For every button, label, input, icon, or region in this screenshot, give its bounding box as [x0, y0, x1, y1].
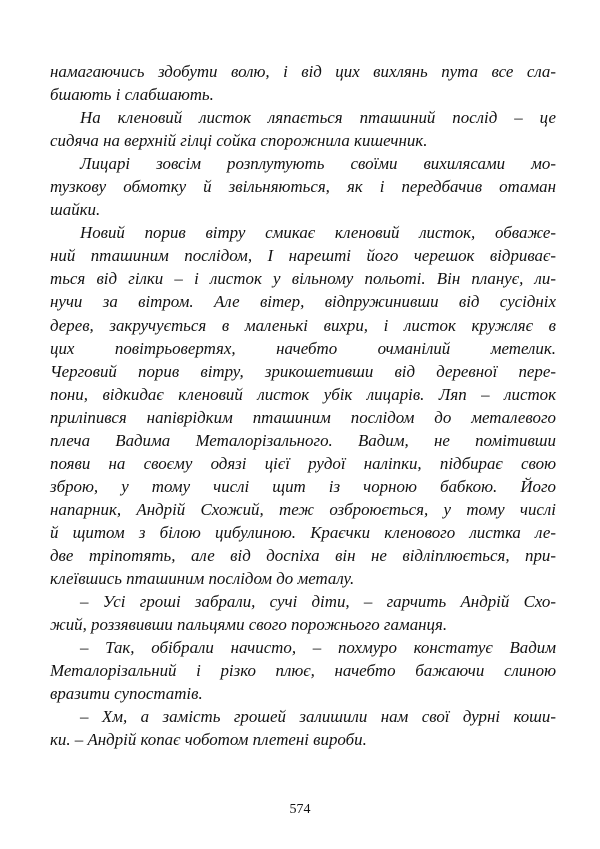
text-line: ться від гілки – і листок у вільному польоті. Він планує, ли-: [50, 269, 556, 289]
text-line: сидяча на верхній гілці сойка спорожнила кишечник.: [50, 131, 428, 151]
text-line: жий, роззявивши пальцями свого порожнього гаманця.: [50, 615, 448, 635]
paragraph: [50, 705, 556, 751]
text-line: й щитом з білою цибулиною. Краєчки кленового листка ле-: [50, 522, 556, 542]
text-line: шайки.: [50, 200, 101, 220]
text-line: бшають і слабшають.: [50, 85, 214, 105]
text-line: – Хм, а замість грошей залишили нам свої дурні коши-: [80, 707, 556, 727]
paragraph: [50, 60, 556, 106]
text-line: пони, відкидає кленовий листок убік лицарів. Ляп – листок: [50, 384, 556, 404]
text-line: Новий порив вітру смикає кленовий листок, обваже-: [80, 223, 556, 243]
text-line: Черговий порив вітру, зрикошетивши від деревної пере-: [50, 361, 556, 381]
paragraph: [50, 590, 556, 636]
text-line: вразити супостатів.: [50, 684, 203, 704]
text-line: цих повітрьовертях, начебто очманілий метелик.: [50, 338, 556, 358]
text-line: две тріпотять, але від доспіха він не відліплюється, при-: [50, 545, 556, 565]
text-line: намагаючись здобути волю, і від цих вихлянь пута все сла-: [50, 62, 556, 81]
text-line: напарник, Андрій Схожий, теж озброюється, у тому числі: [50, 499, 556, 519]
text-line: ки. – Андрій копає чоботом плетені вироби.: [50, 730, 367, 750]
text-line: Лицарі зовсім розплутують своїми вихилясами мо-: [80, 154, 556, 174]
text-line: приліпився напіврідким пташиним послідом до металевого: [50, 407, 556, 427]
body-text: [50, 60, 556, 751]
text-line: клеївшись пташиним послідом до металу.: [50, 569, 355, 589]
text-line: нучи за вітром. Але вітер, відпружинивши від сусідніх: [50, 292, 556, 312]
paragraph: [50, 152, 556, 221]
text-line: тузкову обмотку й звільняються, як і передбачив отаман: [50, 177, 556, 197]
paragraph: [50, 221, 556, 590]
text-line: дерев, закручується в маленькі вихри, і листок кружляє в: [50, 315, 556, 335]
text-line: плеча Вадима Металорізального. Вадим, не помітивши: [50, 430, 556, 450]
text-line: На кленовий листок ляпається пташиний послід – це: [80, 108, 556, 128]
text-line: – Усі гроші забрали, сучі діти, – гарчить Андрій Схо-: [80, 592, 556, 612]
text-line: появи на своєму одязі цієї рудої наліпки, підбирає свою: [50, 453, 556, 473]
paragraph: [50, 106, 556, 152]
text-line: Металорізальний і різко плює, начебто бажаючи слиною: [50, 661, 556, 681]
text-line: – Так, обібрали начисто, – похмуро констатує Вадим: [80, 638, 556, 658]
text-line: зброю, у тому числі щит із чорною бабкою. Його: [50, 476, 556, 496]
paragraph: [50, 636, 556, 705]
page-number: 574: [289, 802, 311, 817]
text-line: ний пташиним послідом, І нарешті його черешок відриває-: [50, 246, 556, 266]
